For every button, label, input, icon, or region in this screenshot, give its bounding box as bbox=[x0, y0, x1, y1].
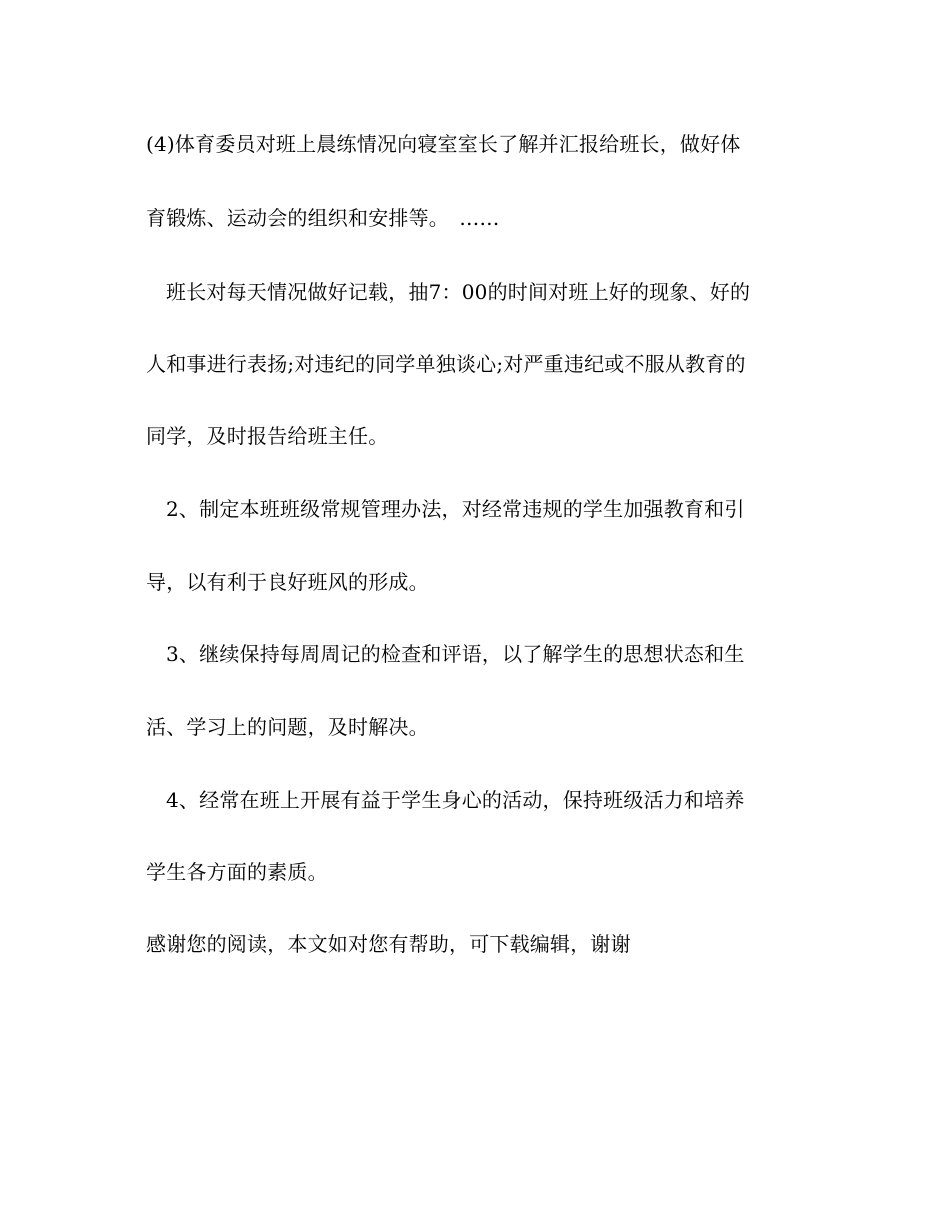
paragraph-line: 3、继续保持每周周记的检查和评语，以了解学生的思想状态和生 bbox=[166, 642, 745, 666]
paragraph-line: 导，以有利于良好班风的形成。 bbox=[146, 570, 429, 594]
closing-line: 感谢您的阅读，本文如对您有帮助，可下载编辑，谢谢 bbox=[146, 932, 631, 956]
paragraph-line: 人和事进行表扬;对违纪的同学单独谈心;对严重违纪或不服从教育的 bbox=[146, 352, 746, 376]
paragraph-line: 班长对每天情况做好记载，抽7：00的时间对班上好的现象、好的 bbox=[166, 280, 751, 304]
paragraph-line: 学生各方面的素质。 bbox=[146, 860, 328, 884]
paragraph-line: 育锻炼、运动会的组织和安排等。 …… bbox=[146, 206, 500, 230]
paragraph-line: (4)体育委员对班上晨练情况向寝室室长了解并汇报给班长，做好体 bbox=[146, 132, 741, 156]
paragraph-line: 2、制定本班班级常规管理办法，对经常违规的学生加强教育和引 bbox=[166, 497, 745, 521]
paragraph-line: 同学，及时报告给班主任。 bbox=[146, 424, 389, 448]
paragraph-line: 活、学习上的问题，及时解决。 bbox=[146, 715, 429, 739]
paragraph-line: 4、经常在班上开展有益于学生身心的活动，保持班级活力和培养 bbox=[166, 788, 745, 812]
